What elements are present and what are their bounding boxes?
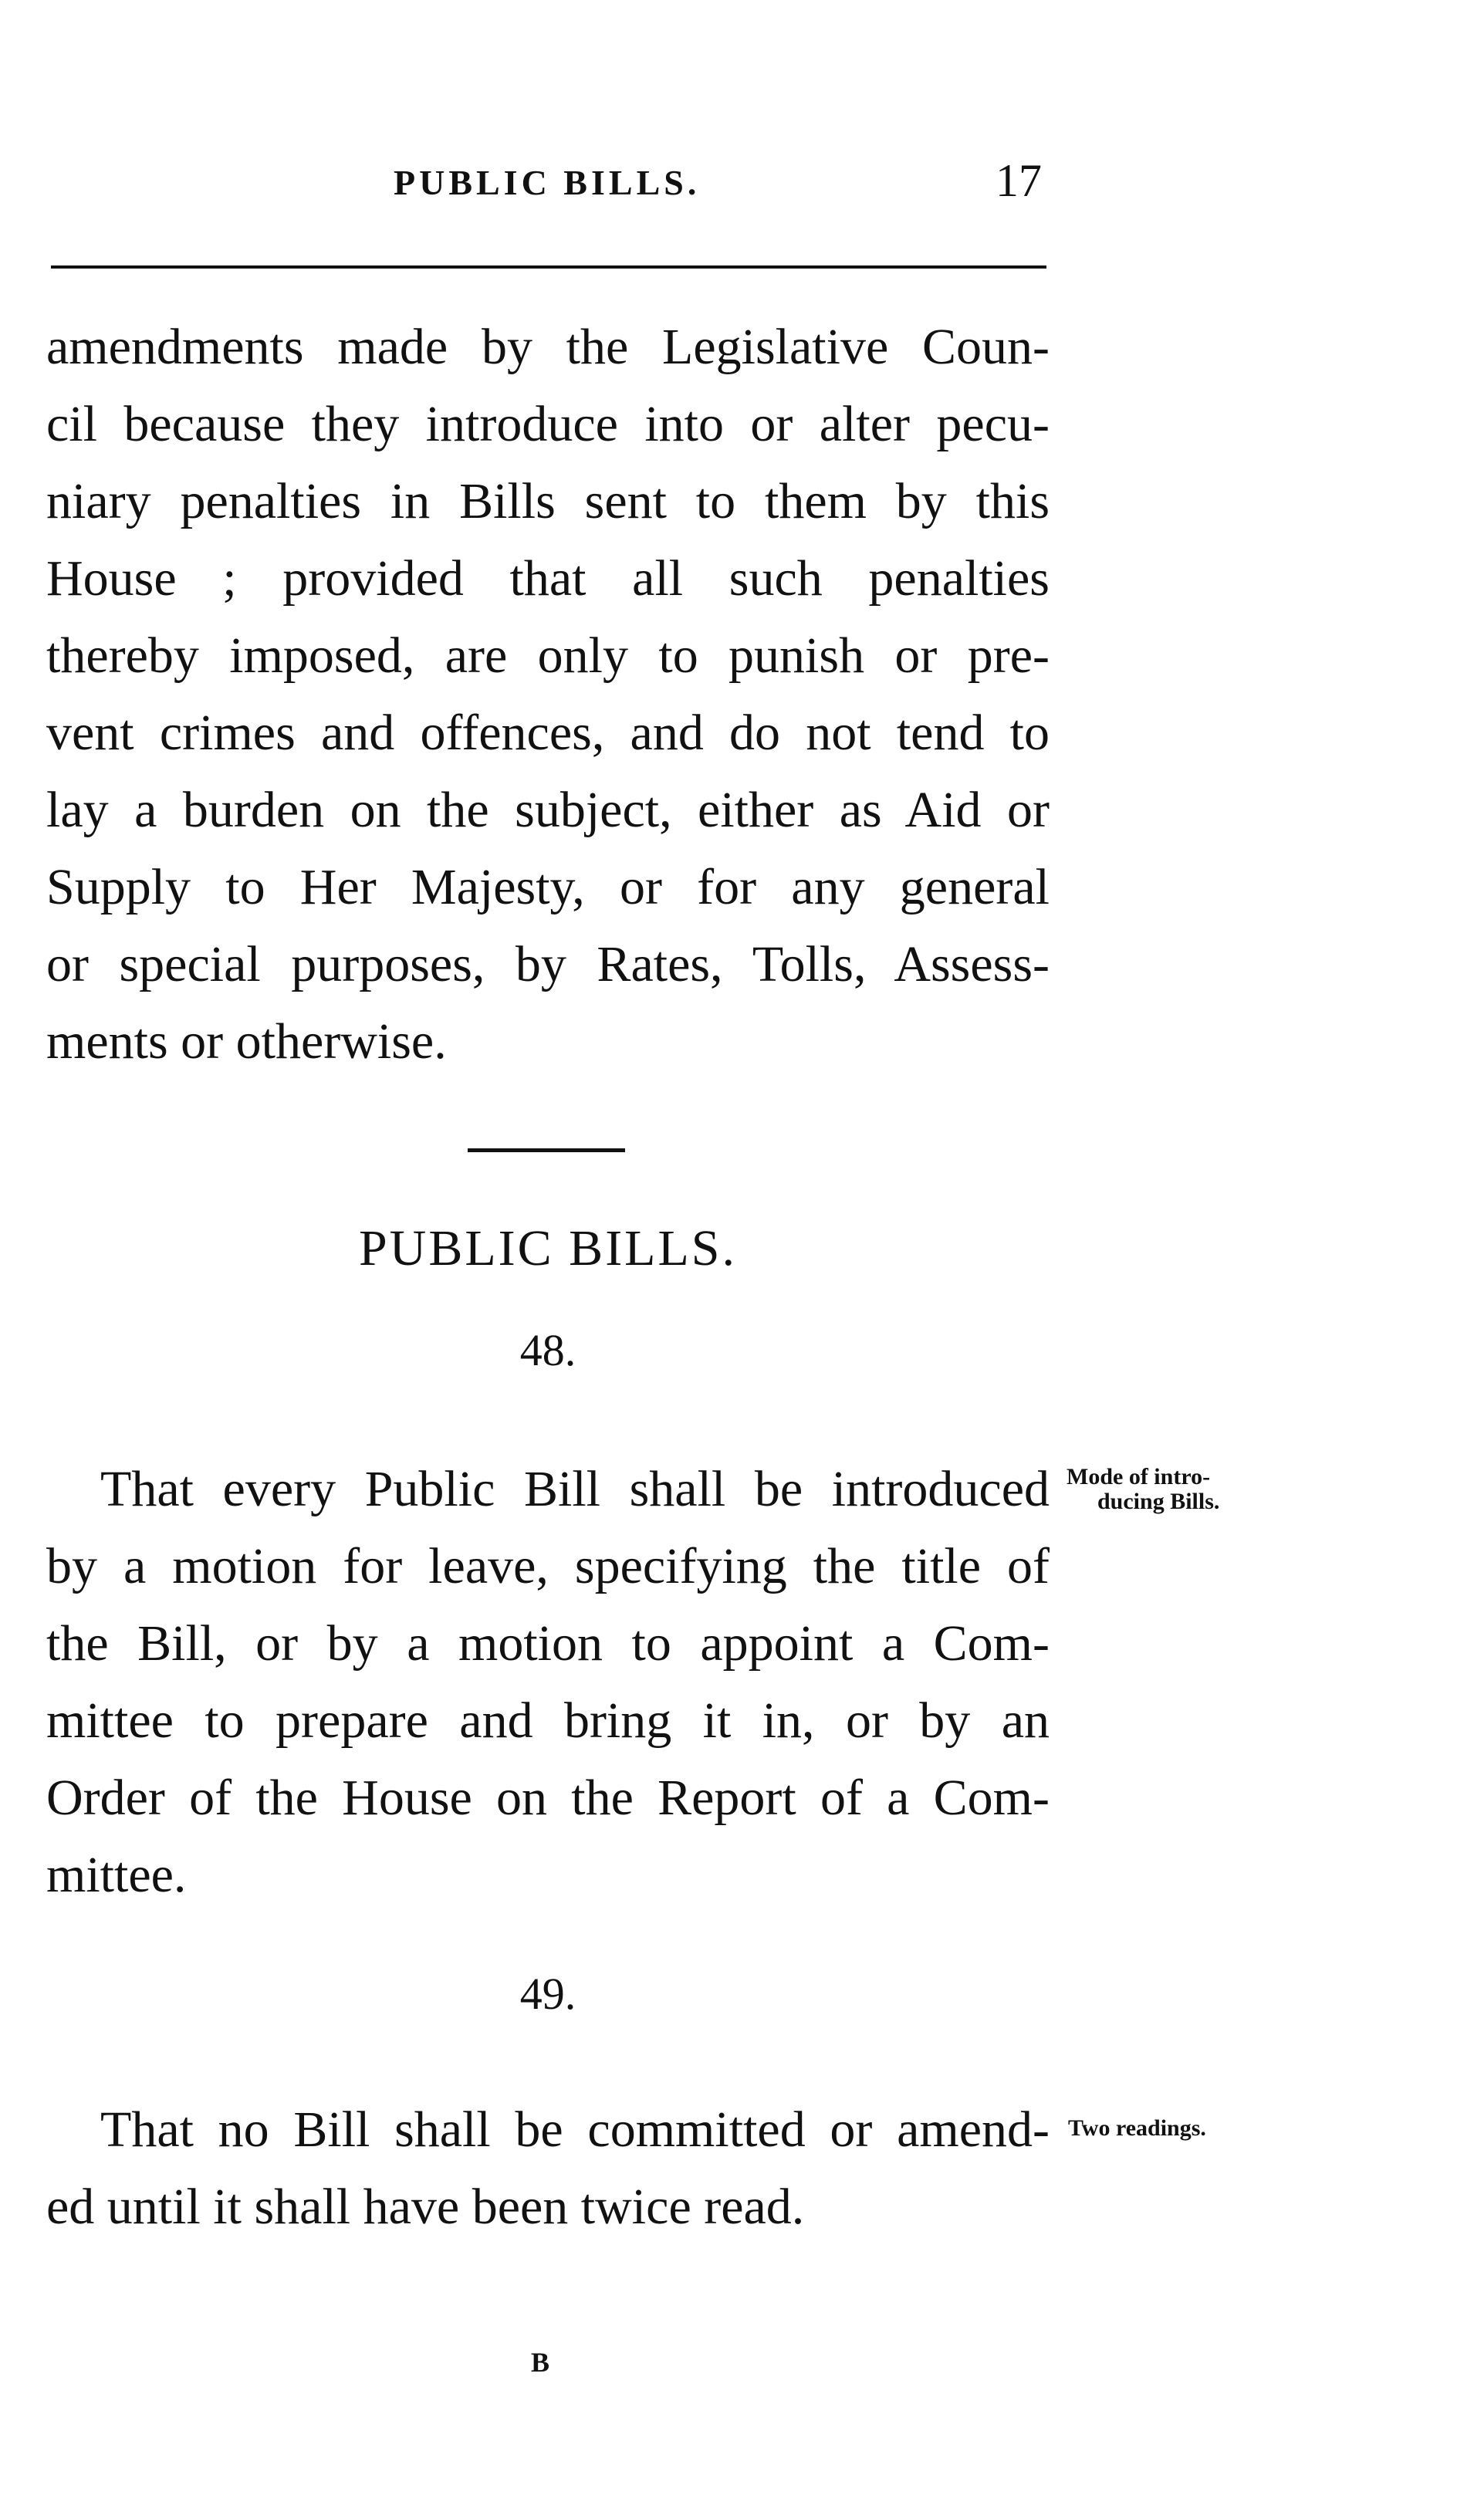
text-line: That no Bill shall be committed or amend- [100,2101,1050,2158]
text-line: Order of the House on the Report of a Com- [46,1770,1050,1826]
rule-49-paragraph [46,2091,1050,2246]
text-line: vent crimes and offences, and do not tend to [46,705,1050,761]
text-line: cil because they introduce into or alter pecu- [46,396,1050,452]
text-line: mittee. [46,1847,187,1903]
text-line: thereby imposed, are only to punish or pre- [46,627,1050,684]
section-divider-rule [468,1148,625,1152]
side-note-two-readings: Two readings. [1068,2115,1206,2141]
text-line: ments or otherwise. [46,1013,447,1070]
rule-number-48: 48. [519,1325,576,1375]
text-line: House ; provided that all such penalties [46,550,1050,607]
text-line: or special purposes, by Rates, Tolls, Assess- [46,936,1050,992]
text-line: That every Public Bill shall be introduced [100,1461,1050,1517]
text-line: niary penalties in Bills sent to them by this [46,473,1050,529]
header-rule [51,265,1046,269]
side-note-line: ducing Bills. [1097,1489,1220,1514]
text-line: amendments made by the Legislative Coun- [46,319,1050,375]
text-line: by a motion for leave, specifying the title of [46,1538,1050,1594]
text-line: lay a burden on the subject, either as Aid or [46,782,1050,838]
text-line: mittee to prepare and bring it in, or by an [46,1692,1050,1749]
text-line: Supply to Her Majesty, or for any general [46,859,1050,915]
text-line: the Bill, or by a motion to appoint a Com- [46,1615,1050,1672]
running-head: PUBLIC BILLS. [394,163,701,202]
section-heading: PUBLIC BILLS. [358,1220,738,1276]
rule-number-49: 49. [519,1969,576,2019]
text-line: ed until it shall have been twice read. [46,2179,805,2235]
side-note-line: Mode of intro- [1067,1464,1211,1489]
continuation-paragraph [46,309,1050,1080]
side-note-mode-of-introducing-bills [1067,1465,1219,1514]
page-number: 17 [996,155,1042,206]
rule-48-paragraph [46,1451,1050,1914]
signature-mark: B [530,2347,549,2378]
